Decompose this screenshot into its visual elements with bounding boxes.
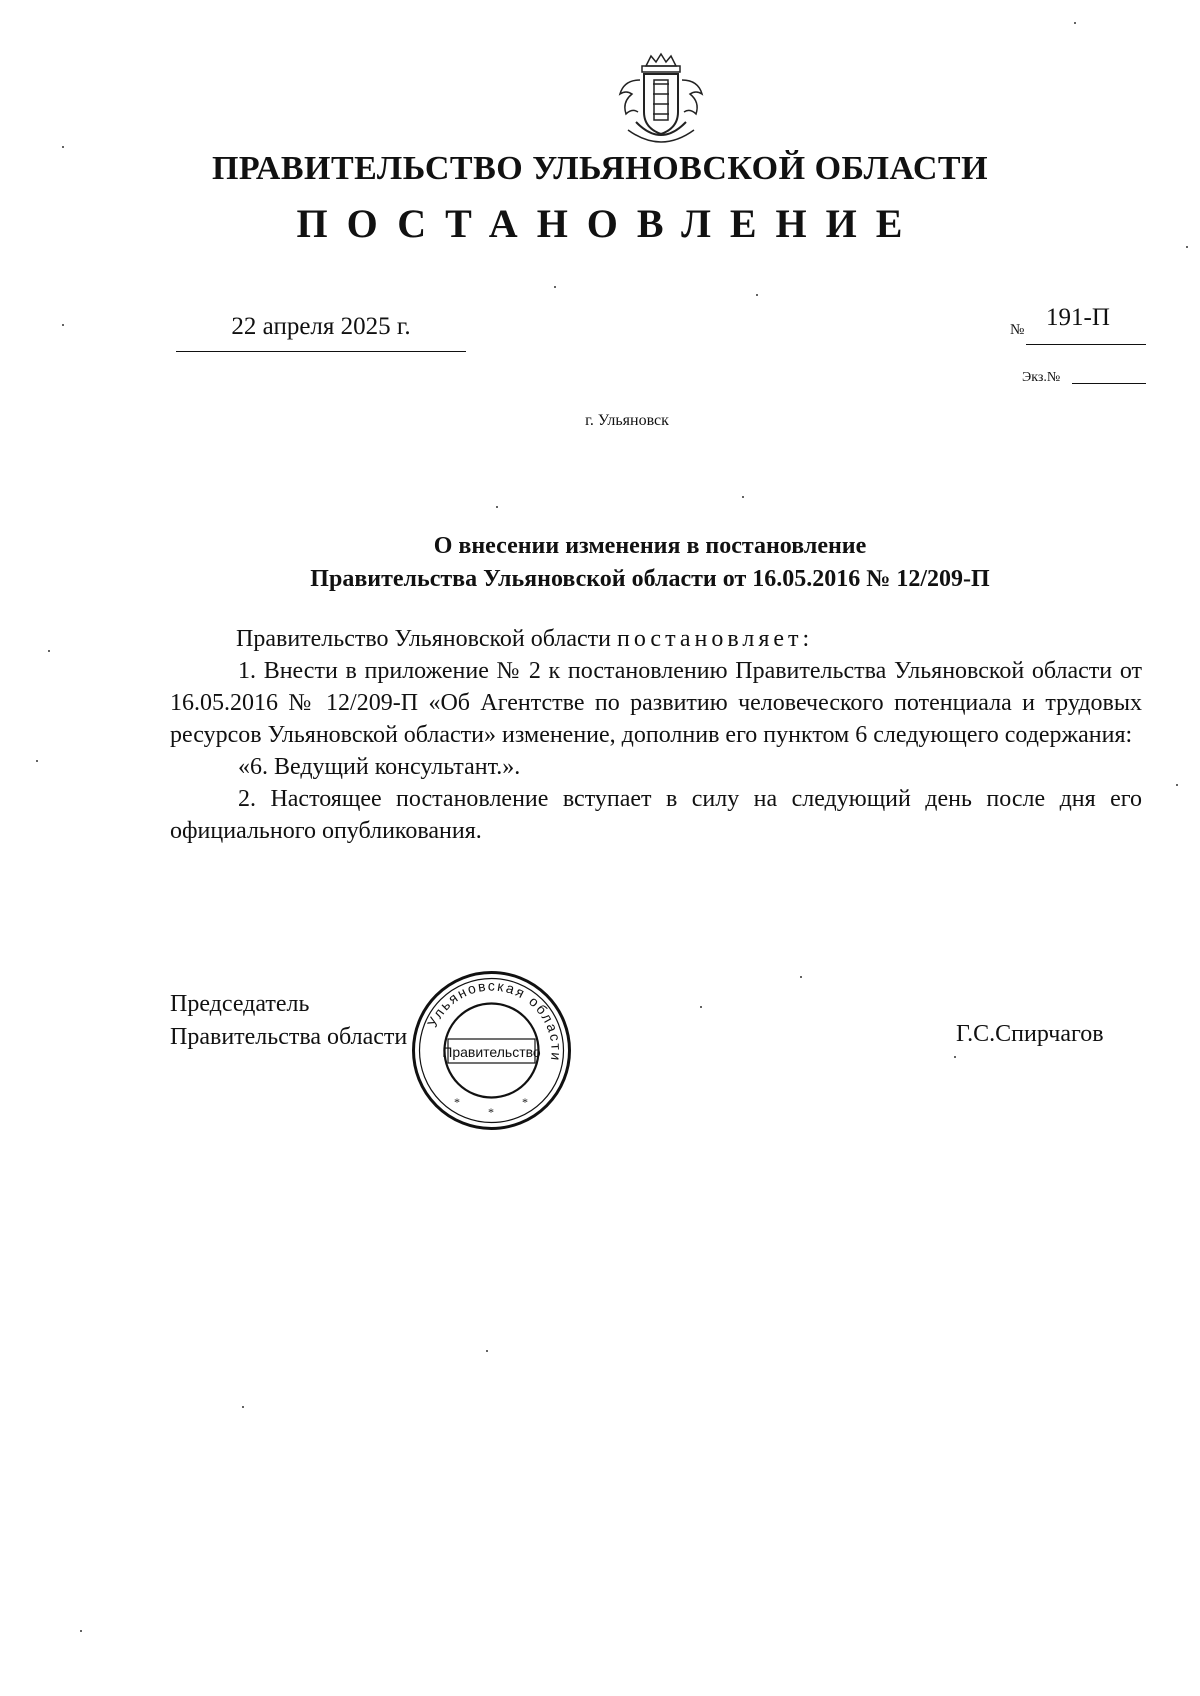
item-1-quote: «6. Ведущий консультант.». <box>238 754 521 780</box>
scan-speck <box>800 976 802 978</box>
item-2: 2. Настоящее постановление вступает в силу на следующий день после дня его официального опубликования. <box>170 786 1142 844</box>
signatory-name: Г.С.Спирчагов <box>956 1021 1104 1047</box>
scan-speck <box>62 146 64 148</box>
preamble-start: Правительство Ульяновской области <box>236 626 617 652</box>
scan-speck <box>80 1630 82 1632</box>
coat-of-arms-emblem <box>606 50 716 150</box>
city-name: г. Ульяновск <box>585 412 669 429</box>
document-type-title: ПОСТАНОВЛЕНИЕ <box>296 201 922 246</box>
number-text: 191-П <box>1046 304 1110 331</box>
scan-speck <box>36 760 38 762</box>
seal-star-1: * <box>454 1095 460 1109</box>
scan-speck <box>954 1056 956 1058</box>
scan-speck <box>486 1350 488 1352</box>
scan-speck <box>1186 246 1188 248</box>
preamble <box>170 623 1142 655</box>
date-text: 22 апреля 2025 г. <box>231 313 411 340</box>
document-number <box>1026 302 1146 345</box>
preamble-end: : <box>802 626 810 652</box>
subject-line-2: Правительства Ульяновской области от 16.05.2016 № 12/209-П <box>310 566 990 592</box>
subject-line-1: О внесении изменения в постановление <box>433 533 867 559</box>
scan-speck <box>62 324 64 326</box>
scan-speck <box>496 506 498 508</box>
signatory-title-line-1: Председатель <box>170 991 310 1017</box>
scan-speck <box>742 496 744 498</box>
document-subject <box>170 530 1130 596</box>
scan-speck <box>1176 784 1178 786</box>
item-1: 1. Внести в приложение № 2 к постановлению Правительства Ульяновской области от 16.05.2016 № 12/209-П «Об Агентстве по развитию человеческого потенциала и трудовых ресурсов Ульяновской области» изменение, дополнив его пунктом 6 следующего содержания: <box>170 658 1142 748</box>
copy-number-line <box>1072 383 1146 384</box>
seal-ring-text: Ульяновская области <box>423 977 565 1064</box>
signatory-title <box>170 988 407 1054</box>
scan-speck <box>756 294 758 296</box>
scan-speck <box>48 650 50 652</box>
official-seal <box>409 968 574 1133</box>
document-body <box>170 623 1142 847</box>
scan-speck <box>1074 22 1076 24</box>
preamble-verb: постановляет <box>616 626 803 652</box>
copy-number-label: Экз.№ <box>1022 370 1061 385</box>
scan-speck <box>242 1406 244 1408</box>
signatory-title-line-2: Правительства области <box>170 1024 408 1050</box>
seal-star-2: * <box>488 1105 494 1119</box>
seal-star-3: * <box>522 1095 528 1109</box>
government-title: ПРАВИТЕЛЬСТВО УЛЬЯНОВСКОЙ ОБЛАСТИ <box>211 150 989 187</box>
seal-center-text: Правительство <box>442 1044 541 1060</box>
scan-speck <box>700 1006 702 1008</box>
document-date <box>176 311 466 352</box>
number-label: № <box>1010 322 1025 338</box>
scan-speck <box>554 286 556 288</box>
